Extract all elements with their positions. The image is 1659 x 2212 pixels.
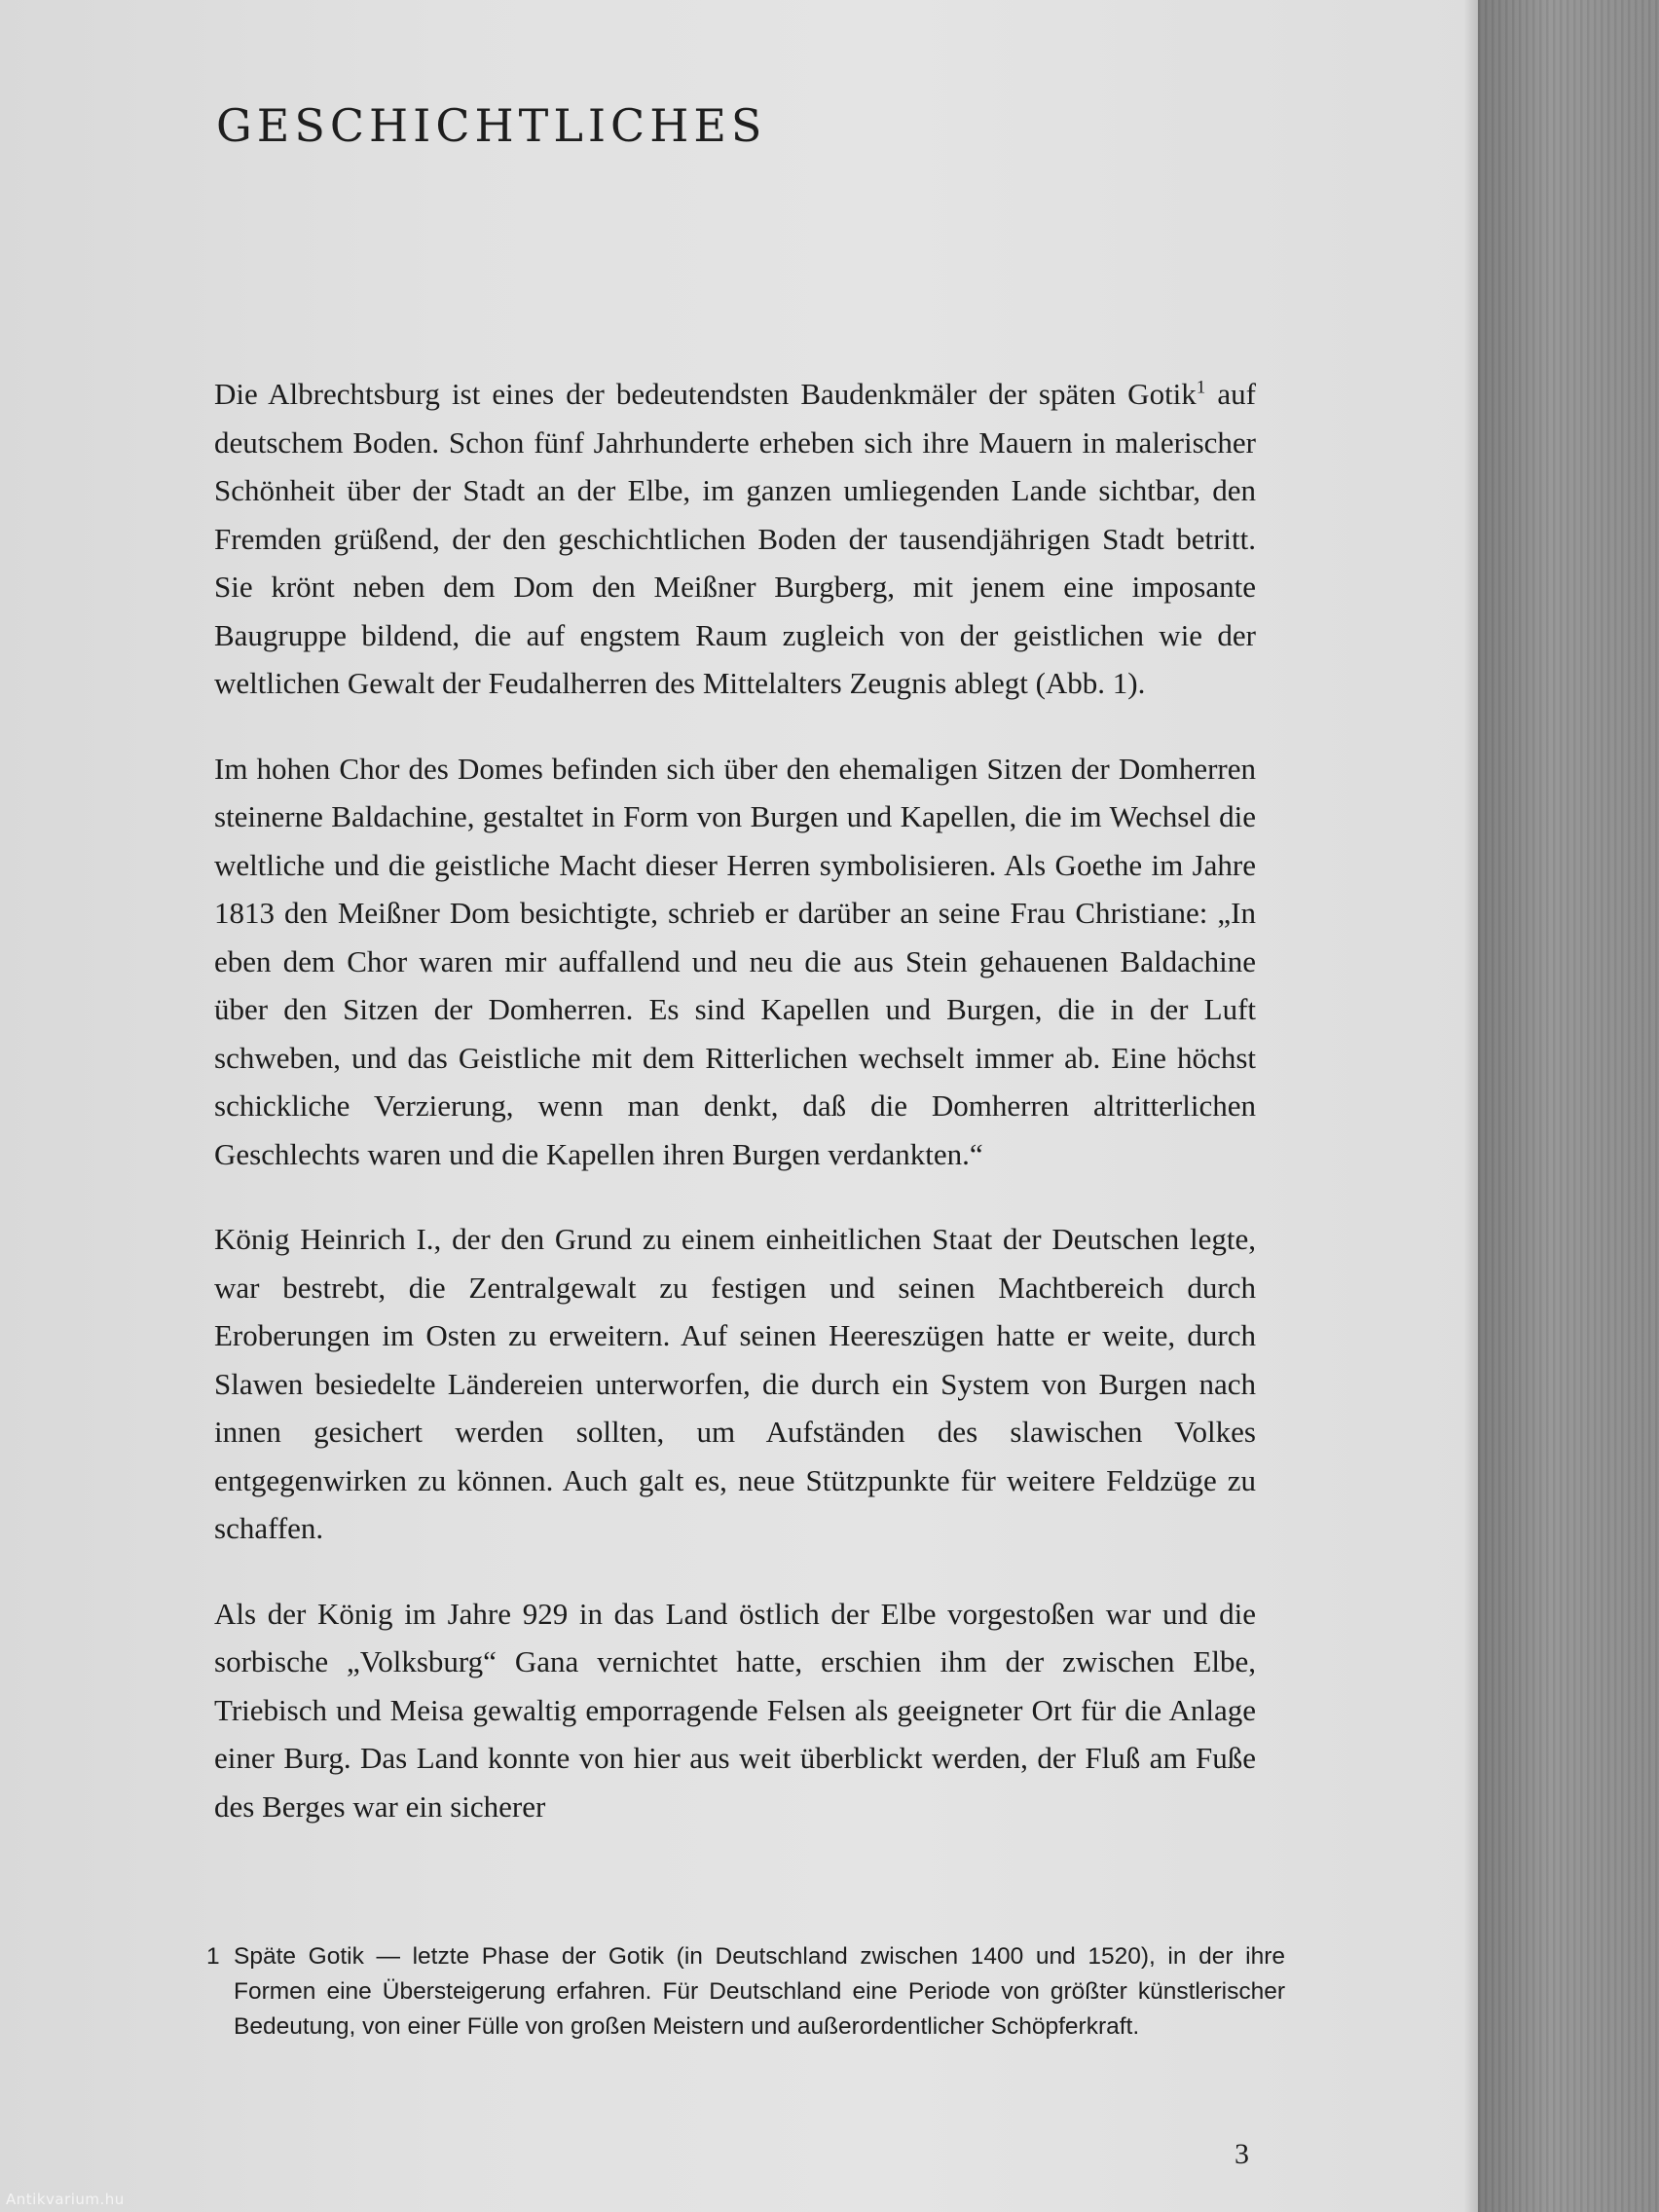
body-text <box>214 370 1256 1867</box>
footnote-reference: 1 <box>1196 377 1206 398</box>
page-number: 3 <box>1235 2138 1249 2170</box>
footnote-text: Späte Gotik — letzte Phase der Gotik (in Deutschland zwischen 1400 und 1520), in der ihre Formen eine Übersteigerung erfahren. Für Deutschland eine Periode von größter künstlerischer Bedeutung, von einer Fülle von großen Meistern und außerordentlicher Schöpferkraft. <box>234 1943 1285 2040</box>
footnote-mark: 1 <box>206 1943 220 1970</box>
chapter-heading: GESCHICHTLICHES <box>216 99 767 152</box>
paragraph-1-end: auf deutschem Boden. Schon fünf Jahrhunderte erheben sich ihre Mauern in malerischer Schönheit über der Stadt an der Elbe, im ganzen umliegenden Lande sichtbar, den Fremden grüßend, der den geschichtlichen Boden der tausendjährigen Stadt betritt. Sie krönt neben dem Dom den Meißner Burgberg, mit jenem eine imposante Baugruppe bildend, die auf engstem Raum zugleich von der geistlichen wie der weltlichen Gewalt der Feudalherren des Mittelalters Zeugnis ablegt (Abb. 1). <box>214 377 1256 700</box>
paragraph-3: König Heinrich I., der den Grund zu einem einheitlichen Staat der Deutschen legte, war bestrebt, die Zentralgewalt zu festigen und seinen Machtbereich durch Eroberungen im Osten zu erweitern. Auf seinen Heereszügen hatte er weite, durch Slawen besiedelte Ländereien unterworfen, die durch ein System von Burgen nach innen gesichert werden sollten, um Aufständen des slawischen Volkes entgegenwirken zu können. Auch galt es, neue Stützpunkte für weitere Feldzüge zu schaffen. <box>214 1222 1256 1545</box>
paragraph-1-start: Die Albrechtsburg ist eines der bedeutendsten Baudenkmäler der späten Gotik <box>214 377 1197 411</box>
background-surface <box>1478 0 1659 2212</box>
paragraph-1 <box>214 370 1256 708</box>
watermark: Antikvarium.hu <box>6 2191 125 2208</box>
paragraph-4: Als der König im Jahre 929 in das Land östlich der Elbe vorgestoßen war und die sorbische „Volksburg“ Gana vernichtet hatte, erschien ihm der zwischen Elbe, Triebisch und Meisa gewaltig emporragende Felsen als geeigneter Ort für die Anlage einer Burg. Das Land konnte von hier aus weit überblickt werden, der Fluß am Fuße des Berges war ein sicherer <box>214 1596 1256 1824</box>
footnote <box>206 1939 1285 2045</box>
paragraph-2: Im hohen Chor des Domes befinden sich über den ehemaligen Sitzen der Domherren steinerne Baldachine, gestaltet in Form von Burgen und Kapellen, die im Wechsel die weltliche und die geistliche Macht dieser Herren symbolisieren. Als Goethe im Jahre 1813 den Meißner Dom besichtigte, schrieb er darüber an seine Frau Christiane: „In eben dem Chor waren mir auffallend und neu die aus Stein gehauenen Baldachine über den Sitzen der Domherren. Es sind Kapellen und Burgen, die in der Luft schweben, und das Geistliche mit dem Ritterlichen wechselt immer ab. Eine höchst schickliche Verzierung, wenn man denkt, daß die Domherren altritterlichen Geschlechts waren und die Kapellen ihren Burgen verdankten.“ <box>214 751 1256 1171</box>
page-edge <box>1464 0 1478 2212</box>
